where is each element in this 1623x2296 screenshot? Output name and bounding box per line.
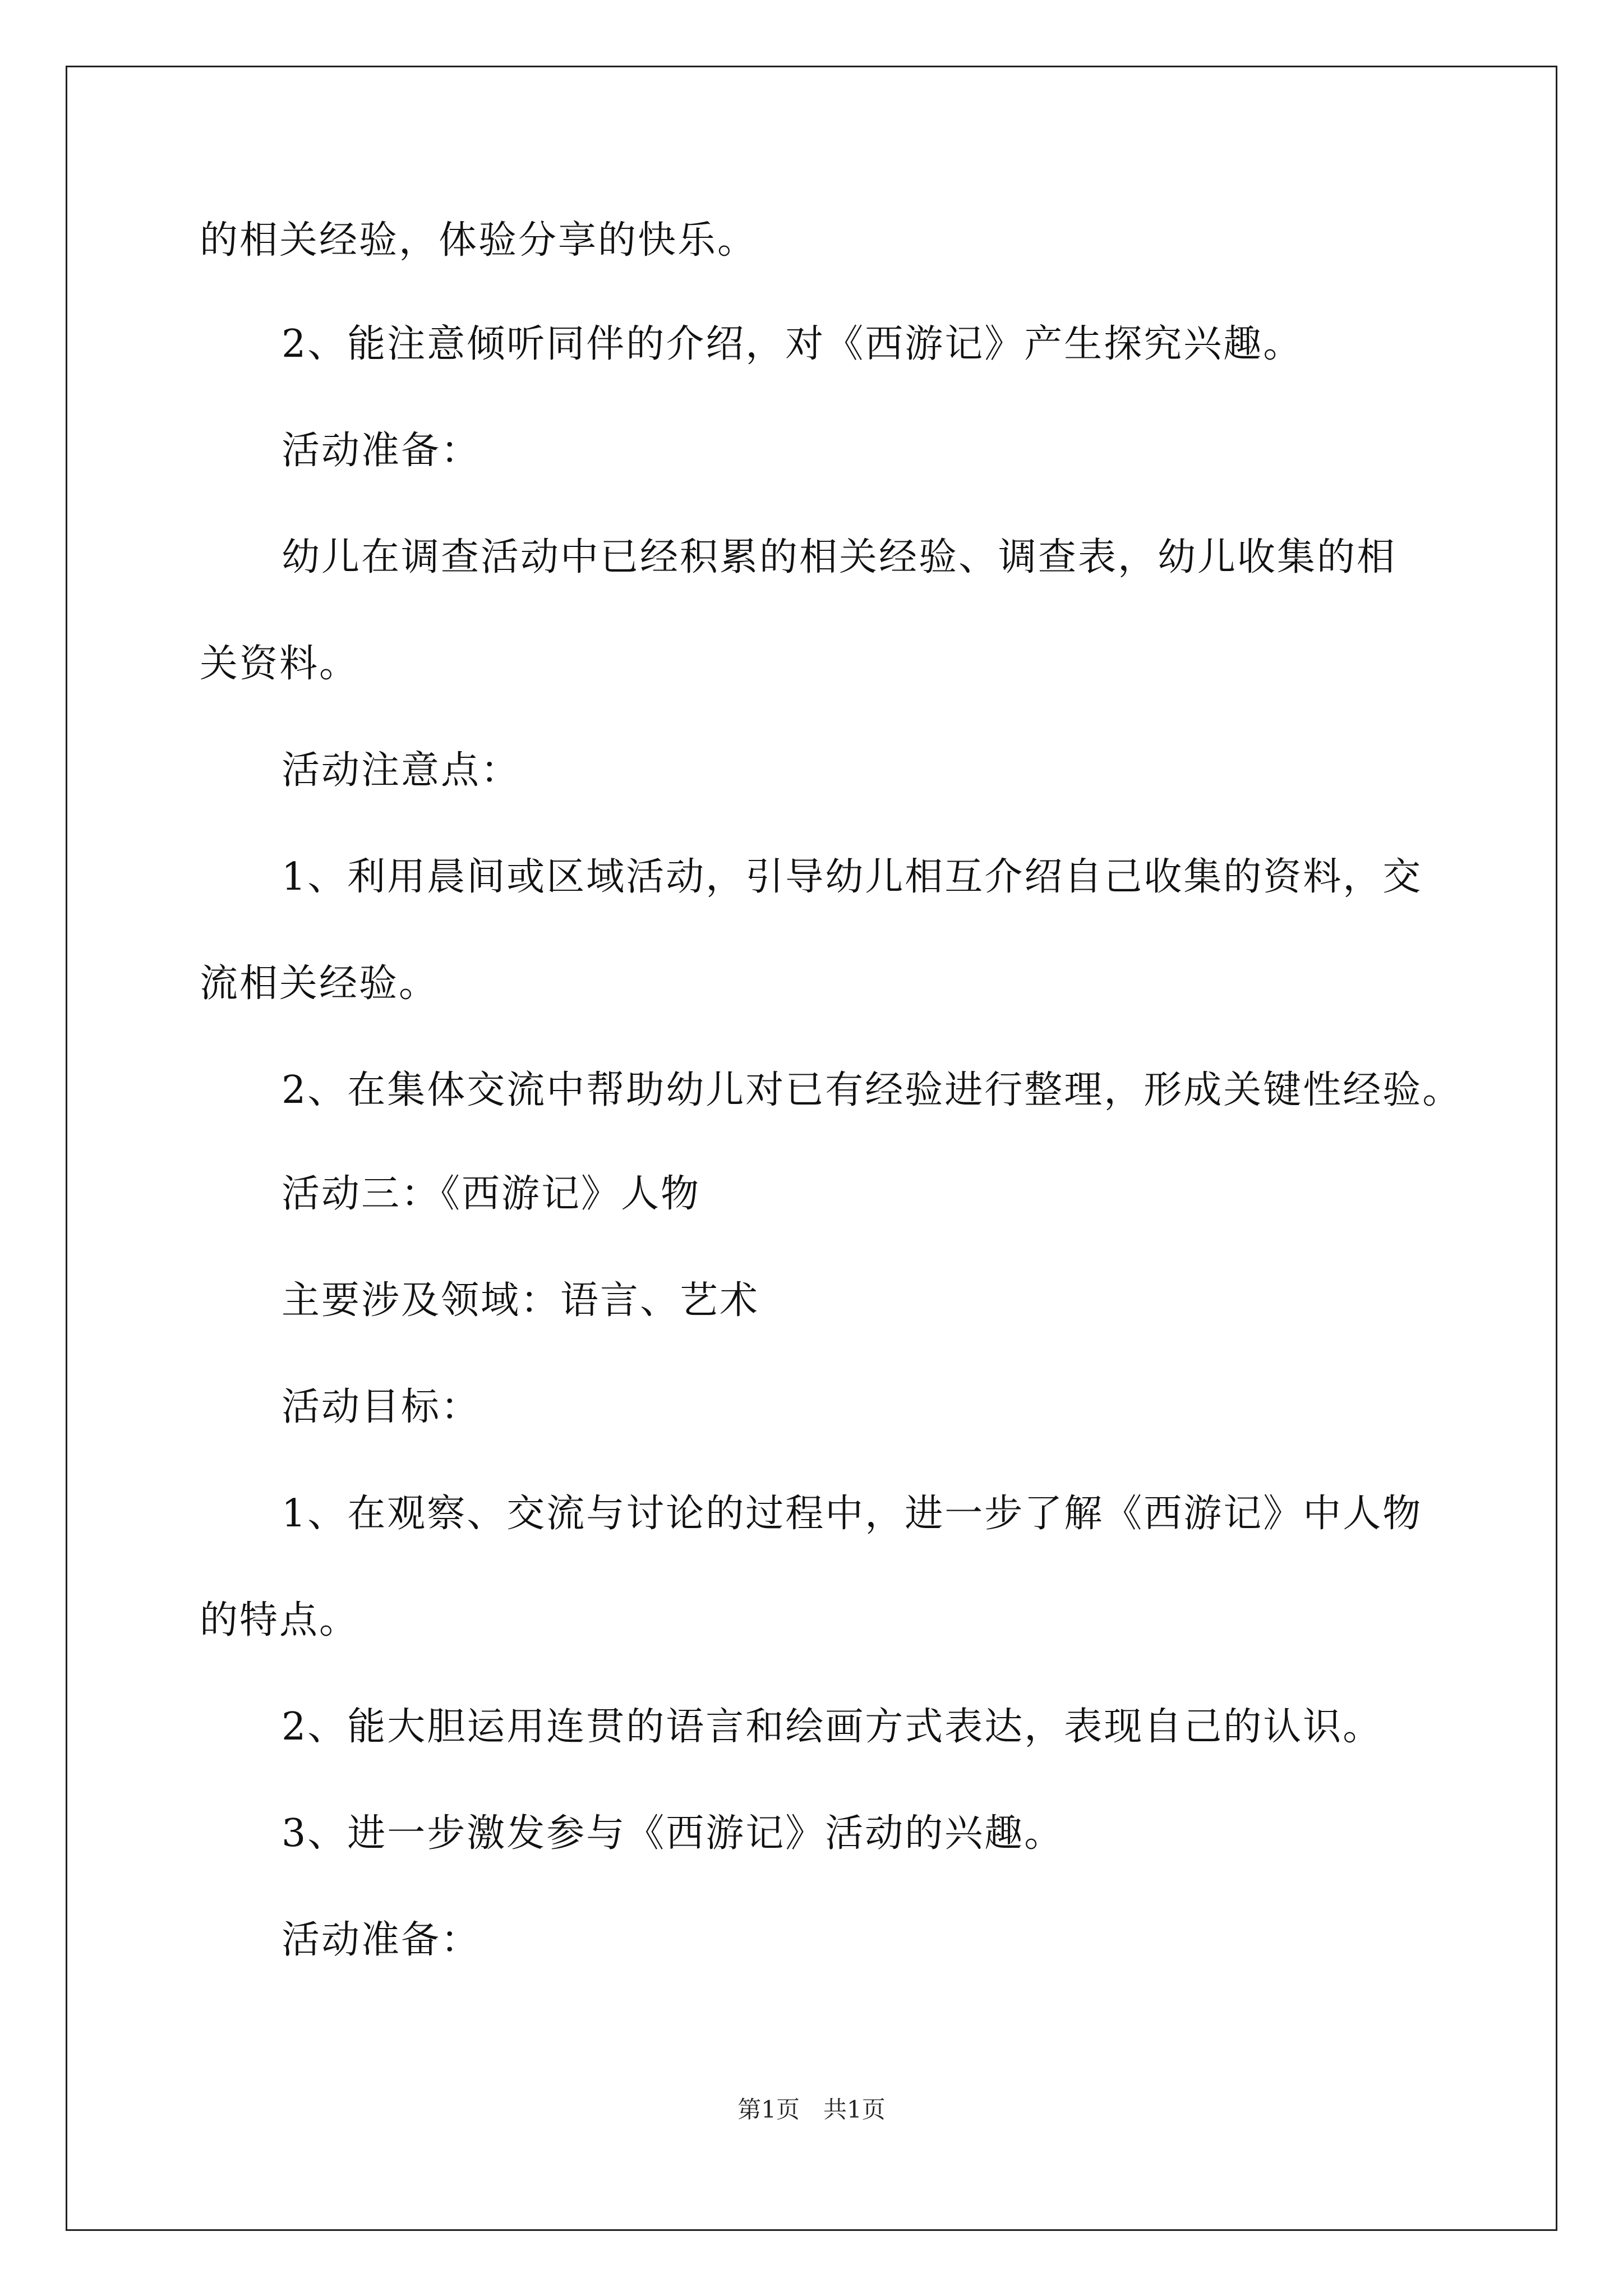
section-heading: 活动准备： [282,1918,481,1962]
text-line: 的特点。 [200,1598,359,1642]
section-heading: 活动准备： [282,429,481,473]
text-line: 2、能大胆运用连贯的语言和绘画方式表达，表现自己的认识。 [282,1705,1383,1749]
page-number: 第1页 共1页 [737,2096,886,2123]
text-line: 流相关经验。 [200,961,439,1006]
section-heading: 活动注意点： [282,748,521,793]
page-border [66,66,1557,2231]
section-heading: 活动三：《西游记》人物 [282,1172,701,1216]
text-line: 2、能注意倾听同伴的介绍，对《西游记》产生探究兴趣。 [282,322,1303,366]
text-line: 3、进一步激发参与《西游记》活动的兴趣。 [282,1811,1064,1856]
text-line: 的相关经验，体验分享的快乐。 [200,218,758,263]
text-line: 2、在集体交流中帮助幼儿对已有经验进行整理，形成关键性经验。 [282,1068,1463,1112]
text-line: 关资料。 [200,642,359,686]
text-line: 主要涉及领域：语言、艺术 [282,1278,760,1323]
section-heading: 活动目标： [282,1385,481,1429]
text-line: 幼儿在调查活动中已经积累的相关经验、调查表，幼儿收集的相 [282,535,1397,579]
text-line: 1、在观察、交流与讨论的过程中，进一步了解《西游记》中人物 [282,1492,1423,1536]
text-line: 1、利用晨间或区域活动，引导幼儿相互介绍自己收集的资料，交 [282,855,1423,899]
